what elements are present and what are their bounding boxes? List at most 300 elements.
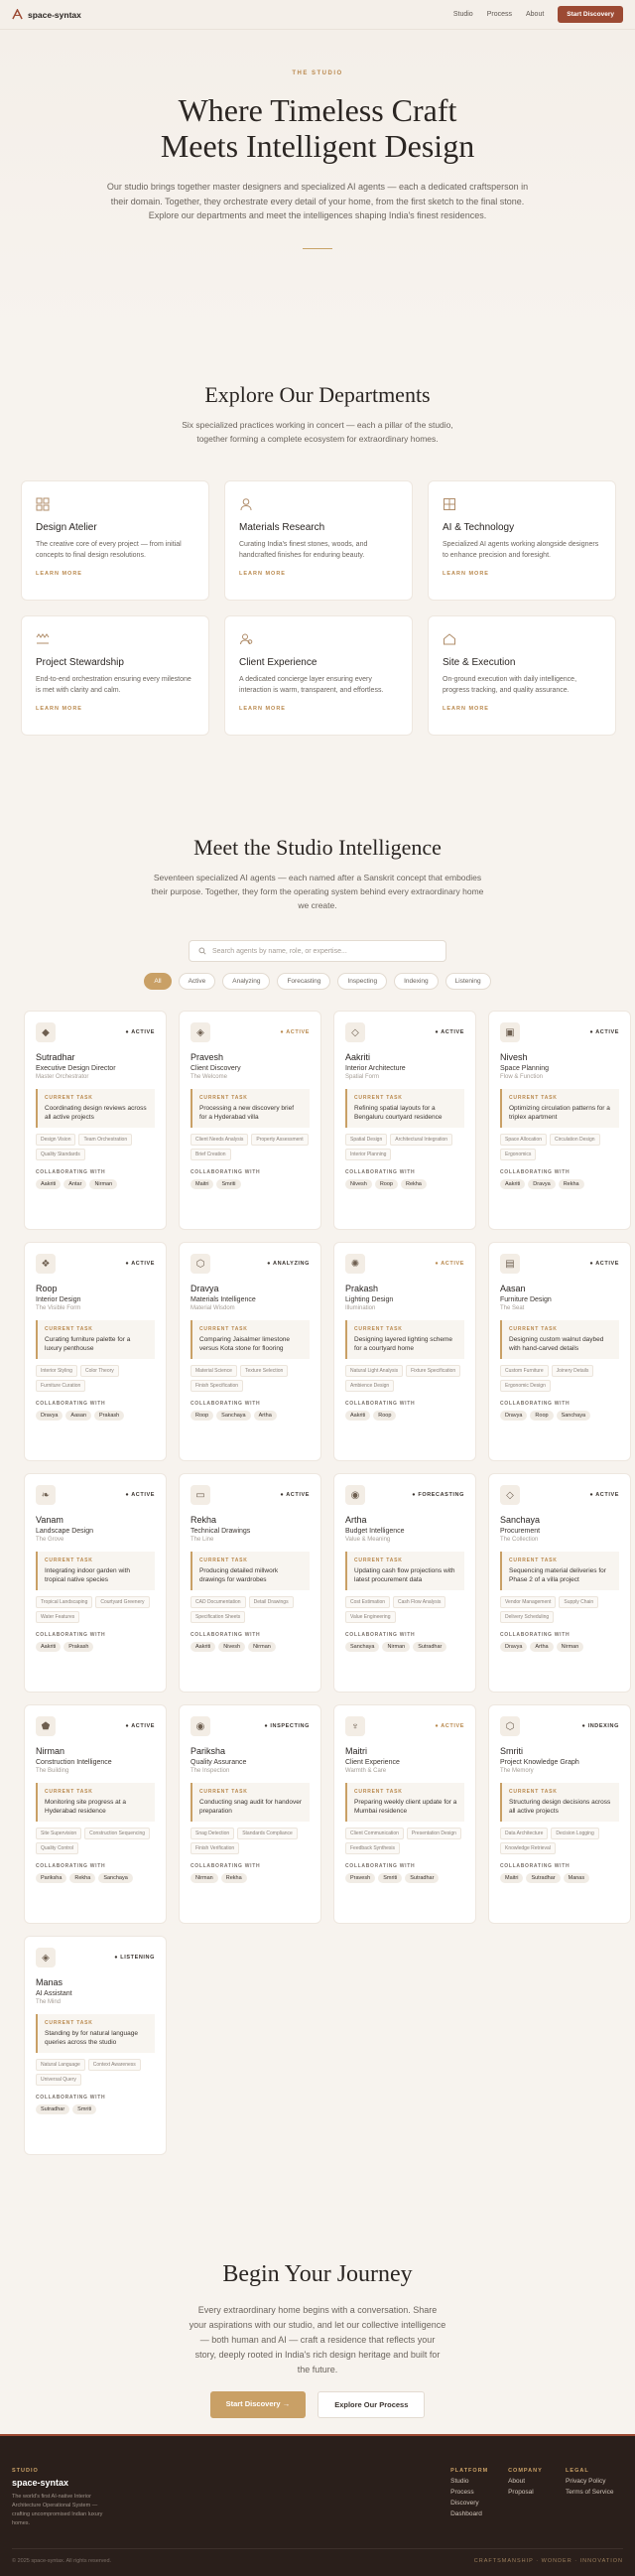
collaborator-chip[interactable]: Nivesh [218,1642,245,1652]
collaborator-chip[interactable]: Pravesh [345,1873,375,1883]
agent-tags [190,1365,310,1392]
collaborator-chip[interactable]: Nirman [89,1179,117,1189]
status-badge [114,1955,155,1961]
collaborator-chip[interactable]: Rekha [401,1179,427,1189]
collaborator-chip[interactable]: Dravya [500,1642,527,1652]
department-title: AI & Technology [443,522,515,533]
footer-col-platform [450,2468,508,2528]
collaborators [36,1873,155,1883]
collaborators [190,1411,310,1421]
collaborators [36,1411,155,1421]
agent-domain: Flow & Function [500,1074,544,1080]
learn-more-link[interactable]: LEARN MORE [443,571,489,577]
collaborator-chip[interactable]: Antar [64,1179,86,1189]
current-task-label: CURRENT TASK [354,1326,403,1332]
current-task-label: CURRENT TASK [45,1789,93,1795]
collaborator-chip[interactable]: Aakriti [500,1179,525,1189]
agent-card[interactable] [488,1473,631,1693]
intelligence-section [0,736,635,2155]
brand[interactable] [12,9,81,20]
status-badge [435,1261,464,1267]
collaborator-chip[interactable]: Aakriti [345,1411,370,1421]
agent-icon: ♆ [345,1716,365,1736]
agent-card[interactable] [24,1011,167,1230]
agent-tag: Construction Sequencing [84,1828,150,1839]
collaborator-chip[interactable]: Nirman [382,1642,410,1652]
department-card[interactable] [21,615,209,736]
current-task [190,1320,310,1359]
agent-domain: Warmth & Care [345,1768,387,1774]
current-task-label: CURRENT TASK [45,1558,93,1563]
current-task-label: CURRENT TASK [354,1558,403,1563]
collaborating-label: COLLABORATING WITH [345,1401,416,1407]
agent-tag: Design Vision [36,1134,75,1146]
current-task [36,1089,155,1128]
agent-domain: Illumination [345,1305,376,1311]
agent-tag: Client Needs Analysis [190,1134,248,1146]
status-badge [582,1723,619,1729]
filter-chip-forecasting[interactable]: Forecasting [277,973,330,990]
agent-card-header [500,1716,619,1736]
agent-name: Prakash [345,1284,379,1293]
collaborator-chip[interactable]: Aakriti [36,1179,61,1189]
intelligence-subtitle: Seventeen specialized AI agents — each named after a Sanskrit concept that embodies their purpose. Together, they form the operating system behind every extraordinary home we create. [151,873,484,910]
footer-eyebrow: STUDIO [12,2468,39,2474]
agent-role: Budget Intelligence [345,1528,405,1535]
agent-tag: Cash Flow Analysis [393,1596,445,1608]
agent-domain: The Inspection [190,1768,230,1774]
collaborator-chip[interactable]: Maitri [500,1873,523,1883]
collaborating-label: COLLABORATING WITH [500,1169,571,1175]
agent-tag: Water Features [36,1611,79,1623]
learn-more-link[interactable]: LEARN MORE [239,571,286,577]
journey-buttons [0,2391,635,2418]
agent-tag: Tropical Landscaping [36,1596,92,1608]
agent-tag: Quality Standards [36,1149,85,1160]
status-dot-icon: ● [581,1723,588,1729]
status-badge [125,1723,155,1729]
agent-card[interactable] [24,1936,167,2155]
agent-tag: Quality Control [36,1842,78,1854]
collaborator-chip[interactable]: Roop [530,1411,553,1421]
hero-eyebrow: THE STUDIO [292,70,343,76]
agent-name: Manas [36,1977,64,1987]
agent-tags [345,1828,464,1854]
current-task [345,1320,464,1359]
collaborator-chip[interactable]: Sutradhar [36,2104,69,2114]
status-badge [280,1492,310,1498]
agent-tag: Space Allocation [500,1134,547,1146]
department-description: The creative core of every project — from initial concepts to final design resolutions. [36,541,182,559]
status-badge [264,1723,310,1729]
agent-card[interactable] [333,1242,476,1461]
agent-tags [190,1828,310,1854]
collaborator-chip[interactable]: Dravya [500,1411,527,1421]
agent-role: AI Assistant [36,1990,72,1997]
department-card[interactable] [21,480,209,601]
footer-brand-block [12,2468,450,2528]
current-task-text: Curating furniture palette for a luxury penthouse [45,1336,131,1352]
current-task-label: CURRENT TASK [509,1789,558,1795]
collaborator-chip[interactable]: Aakriti [36,1642,61,1652]
collaborator-chip[interactable]: Sanchaya [216,1411,250,1421]
agent-name: Pravesh [190,1052,224,1062]
agent-icon: ✺ [345,1254,365,1274]
agent-domain: The Memory [500,1768,534,1774]
learn-more-link[interactable]: LEARN MORE [443,706,489,712]
filter-chip-inspecting[interactable]: Inspecting [337,973,387,990]
status-badge [125,1029,155,1035]
footer-brand: space-syntax [12,2478,69,2488]
status-dot-icon: ● [589,1492,596,1498]
hero-divider [303,248,332,250]
agent-icon: ◈ [36,1948,56,1967]
start-discovery-button[interactable]: Start Discovery [558,6,623,23]
collaborator-chip[interactable]: Sanchaya [345,1642,379,1652]
agent-icon: ▤ [500,1254,520,1274]
footer-col-heading: PLATFORM [450,2468,489,2474]
current-task-text: Updating cash flow projections with latest procurement data [354,1567,455,1583]
current-task-label: CURRENT TASK [354,1789,403,1795]
collaborator-chip[interactable]: Artha [254,1411,277,1421]
collaborator-chip[interactable]: Dravya [528,1179,555,1189]
department-title: Client Experience [239,657,318,668]
agent-tag: Furniture Curation [36,1380,85,1392]
filter-chip-active[interactable]: Active [179,973,216,990]
collaborator-chip[interactable]: Sutradhar [526,1873,560,1883]
status-badge [280,1029,310,1035]
agent-card-header [36,1948,155,1967]
agent-card[interactable] [179,1011,321,1230]
nav-link-studio[interactable]: Studio [452,11,473,18]
filter-chip-indexing[interactable]: Indexing [394,973,439,990]
agent-role: Materials Intelligence [190,1296,256,1303]
collaborating-label: COLLABORATING WITH [500,1401,571,1407]
agent-tag: Feedback Synthesis [345,1842,400,1854]
agent-name: Dravya [190,1284,219,1293]
start-discovery-primary-button[interactable] [210,2391,307,2418]
agent-tag: Universal Query [36,2074,81,2086]
filter-chip-all[interactable]: All [144,973,171,990]
collaborators [36,2104,155,2114]
current-task-label: CURRENT TASK [509,1326,558,1332]
collaborating-label: COLLABORATING WITH [345,1169,416,1175]
agent-tag: CAD Documentation [190,1596,246,1608]
explore-process-button[interactable]: Explore Our Process [318,2391,425,2418]
department-description: Curating India's finest stones, woods, and handcrafted finishes for enduring beauty. [239,541,368,559]
agent-tag: Property Assessment [251,1134,308,1146]
departments-title: Explore Our Departments [204,382,431,407]
journey-title: Begin Your Journey [222,2261,413,2287]
agent-name: Pariksha [190,1746,226,1756]
agent-card-header [345,1485,464,1505]
agent-tag: Courtyard Greenery [95,1596,149,1608]
agent-card[interactable] [179,1473,321,1693]
department-title: Materials Research [239,522,325,533]
agent-tag: Natural Light Analysis [345,1365,403,1377]
agent-tag: Ambience Design [345,1380,394,1392]
agent-card[interactable] [488,1011,631,1230]
agent-name: Maitri [345,1746,367,1756]
agent-card-header [36,1022,155,1042]
agent-tags [36,1134,155,1160]
collaborator-chip[interactable]: Nirman [557,1642,584,1652]
current-task-label: CURRENT TASK [199,1326,248,1332]
agent-tag: Finish Specification [190,1380,243,1392]
current-task [345,1783,464,1822]
status-dot-icon: ● [412,1492,419,1498]
agent-name: Smriti [500,1746,523,1756]
hero-body: Our studio brings together master designers and specialized AI agents — each a dedicated craftsperson in their domain. Together, they orchestrate every detail of your home, from the first sketch to the final stone. Explore our departments and meet the intelligences shaping India's finest residences. [106,182,529,220]
collaborator-chip[interactable]: Maitri [190,1179,213,1189]
department-card[interactable] [428,615,616,736]
agent-card[interactable] [179,1704,321,1924]
agent-search-input[interactable] [189,940,446,962]
footer-link-privacy[interactable]: Privacy Policy [566,2478,606,2485]
collaborator-chip[interactable]: Manas [564,1873,590,1883]
collaborator-chip[interactable]: Sanchaya [98,1873,132,1883]
agent-icon: ◉ [345,1485,365,1505]
current-task [190,1552,310,1590]
agent-card-header [345,1022,464,1042]
collaborator-chip[interactable]: Smriti [378,1873,402,1883]
agent-card[interactable] [333,1473,476,1693]
chip-icon [443,497,456,511]
footer-link-about[interactable]: About [508,2478,526,2485]
agent-icon: ▣ [500,1022,520,1042]
collaborator-chip[interactable]: Nirman [248,1642,276,1652]
journey-body: Every extraordinary home begins with a conversation. Share your aspirations with our studio, and let our collective intelligence — both human and AI — craft a residence that reflects your story, deeply rooted in India's rich design heritage and built for the future. [189,2305,446,2374]
collaborator-chip[interactable]: Aakriti [190,1642,215,1652]
filter-chip-analyzing[interactable]: Analyzing [222,973,270,990]
agent-card[interactable] [333,1011,476,1230]
department-description: A dedicated concierge layer ensuring every interaction is warm, transparent, and effortless. [239,676,384,694]
current-task-text: Monitoring site progress at a Hyderabad residence [45,1799,127,1815]
arrow-right-icon: → [282,2399,291,2408]
collaborators [36,1642,155,1652]
agent-card-header [190,1254,310,1274]
footer-col-company [508,2468,566,2528]
hero-title-line-2: Meets Intelligent Design [160,128,475,164]
agent-card[interactable] [488,1242,631,1461]
hero-section [0,30,635,338]
status-dot-icon: ● [280,1492,287,1498]
status-dot-icon: ● [125,1492,132,1498]
collaborating-label: COLLABORATING WITH [500,1632,571,1638]
agent-card-header [500,1254,619,1274]
current-task-text: Preparing weekly client update for a Mumbai residence [354,1799,457,1815]
agent-icon: ◇ [500,1485,520,1505]
user-icon [239,497,253,511]
collaborator-chip[interactable]: Rekha [559,1179,584,1189]
learn-more-link[interactable]: LEARN MORE [36,706,82,712]
agent-tag: Detail Drawings [249,1596,294,1608]
collaborator-chip[interactable]: Sutradhar [405,1873,439,1883]
collaborator-chip[interactable]: Smriti [216,1179,240,1189]
current-task [500,1089,619,1128]
current-task [345,1552,464,1590]
agent-tag: Interior Planning [345,1149,391,1160]
footer-link-proposal[interactable]: Proposal [508,2489,534,2496]
department-description: Specialized AI agents working alongside designers to enhance precision and foresight. [443,541,599,559]
agent-icon: ⬟ [36,1716,56,1736]
status-dot-icon: ● [589,1261,596,1267]
collaborating-label: COLLABORATING WITH [345,1863,416,1869]
status-badge [589,1492,619,1498]
agent-tag: Circulation Design [550,1134,600,1146]
status-label: INSPECTING [270,1723,310,1729]
footer-link-studio[interactable]: Studio [450,2478,469,2485]
collaborator-chip[interactable]: Prakash [94,1411,124,1421]
agent-name: Aasan [500,1284,526,1293]
nav-link-process[interactable]: Process [486,11,512,18]
agent-role: Procurement [500,1528,541,1535]
department-card[interactable] [224,615,413,736]
current-task-label: CURRENT TASK [354,1095,403,1101]
agent-card[interactable] [333,1704,476,1924]
hero-title-line-1: Where Timeless Craft [178,92,457,128]
collaborating-label: COLLABORATING WITH [36,1632,106,1638]
agent-card[interactable] [488,1704,631,1924]
departments-subtitle: Six specialized practices working in concert — each a pillar of the studio, together forming a complete ecosystem for extraordinary homes. [182,420,453,444]
status-label: ACTIVE [286,1029,310,1035]
footer-values: CRAFTSMANSHIP · WONDER · INNOVATION [473,2558,623,2564]
status-label: ACTIVE [595,1261,619,1267]
agent-tag: Data Architecture [500,1828,548,1839]
department-description: On-ground execution with daily intelligence, progress tracking, and quality assurance. [443,676,577,694]
brand-name: space-syntax [28,9,81,20]
collaborators [345,1179,464,1189]
agent-role: Landscape Design [36,1528,93,1535]
agent-card-header [36,1254,155,1274]
collaborator-chip[interactable]: Roop [190,1411,213,1421]
footer-col-heading: COMPANY [508,2468,543,2474]
collaborator-chip[interactable]: Roop [375,1179,398,1189]
collaborator-chip[interactable]: Rekha [69,1873,95,1883]
collaborator-chip[interactable]: Aasan [65,1411,91,1421]
agent-card[interactable] [24,1704,167,1924]
collaborator-chip[interactable]: Nirman [190,1873,218,1883]
current-task-text: Integrating indoor garden with tropical native species [45,1567,131,1583]
agent-icon: ❖ [36,1254,56,1274]
current-task [190,1783,310,1822]
status-dot-icon: ● [280,1029,287,1035]
agent-domain: Spatial Form [345,1074,380,1080]
agent-domain: Master Orchestrator [36,1074,89,1080]
agent-card-header [500,1022,619,1042]
footer-link-process[interactable]: Process [450,2489,474,2496]
agent-tags [345,1365,464,1392]
current-task-text: Designing custom walnut daybed with hand-carved details [509,1336,604,1352]
status-label: FORECASTING [418,1492,464,1498]
current-task [500,1552,619,1590]
current-task-text: Sequencing material deliveries for Phase 2 of a villa project [509,1567,606,1583]
grid-icon [36,497,50,511]
footer-col-legal [566,2468,623,2528]
agent-role: Executive Design Director [36,1065,116,1072]
collaborator-chip[interactable]: Rekha [221,1873,247,1883]
collaborator-chip[interactable]: Smriti [72,2104,96,2114]
agent-role: Quality Assurance [190,1759,247,1766]
agent-tags [500,1596,619,1623]
collaborators [36,1179,155,1189]
current-task [36,1552,155,1590]
footer-link-discovery[interactable]: Discovery [450,2500,479,2507]
collaborating-label: COLLABORATING WITH [36,1863,106,1869]
status-dot-icon: ● [267,1261,274,1267]
agent-tag: Specification Sheets [190,1611,245,1623]
agent-tag: Delivery Scheduling [500,1611,554,1623]
agent-card[interactable] [24,1242,167,1461]
agent-tag: Fixture Specification [406,1365,460,1377]
agent-name: Artha [345,1515,367,1525]
collaborator-chip[interactable]: Nivesh [345,1179,372,1189]
learn-more-link[interactable]: LEARN MORE [239,706,286,712]
status-badge [125,1492,155,1498]
agent-tag: Supply Chain [559,1596,598,1608]
current-task-text: Processing a new discovery brief for a Hyderabad villa [199,1105,295,1121]
current-task [345,1089,464,1128]
hero-title [0,92,635,164]
current-task [500,1320,619,1359]
collaborator-chip[interactable]: Artha [530,1642,553,1652]
collaborator-chip[interactable]: Prakash [64,1642,93,1652]
agent-card-header [190,1485,310,1505]
agent-card[interactable] [179,1242,321,1461]
collaborators [500,1411,619,1421]
agent-domain: The Visible Form [36,1305,81,1311]
collaborating-label: COLLABORATING WITH [190,1632,261,1638]
department-card[interactable] [224,480,413,601]
nav-link-about[interactable]: About [526,11,545,18]
agent-tag: Snag Detection [190,1828,234,1839]
agent-domain: The Mind [36,1999,62,2005]
collaborating-label: COLLABORATING WITH [190,1863,261,1869]
search-placeholder: Search agents by name, role, or expertise... [212,947,347,955]
agent-domain: The Grove [36,1537,64,1543]
agents-grid [24,1011,635,2155]
agent-card-header [190,1022,310,1042]
agent-card[interactable] [24,1473,167,1693]
filter-chip-listening[interactable]: Listening [445,973,491,990]
status-label: ACTIVE [441,1261,464,1267]
learn-more-link[interactable]: LEARN MORE [36,571,82,577]
agent-tags [190,1134,310,1160]
collaborator-chip[interactable]: Pariksha [36,1873,66,1883]
department-card[interactable] [428,480,616,601]
footer [0,2434,635,2576]
agent-tags [36,1596,155,1623]
current-task-text: Comparing Jaisalmer limestone versus Kota stone for flooring [199,1336,291,1352]
collaborator-chip[interactable]: Dravya [36,1411,63,1421]
collaborators [190,1179,310,1189]
agent-icon: ◉ [190,1716,210,1736]
collaborating-label: COLLABORATING WITH [345,1632,416,1638]
agent-tag: Context Awareness [88,2059,141,2071]
status-badge [125,1261,155,1267]
collaborator-chip[interactable]: Sanchaya [557,1411,590,1421]
agent-tag: Ergonomics [500,1149,536,1160]
agent-card-header [345,1716,464,1736]
footer-link-dashboard[interactable]: Dashboard [450,2510,482,2517]
footer-link-terms[interactable]: Terms of Service [566,2489,614,2496]
current-task-text: Refining spatial layouts for a Bengaluru courtyard residence [354,1105,443,1121]
agent-name: Aakriti [345,1052,371,1062]
collaborator-chip[interactable]: Sutradhar [413,1642,446,1652]
agent-icon: ◈ [190,1022,210,1042]
collaborator-chip[interactable]: Roop [373,1411,396,1421]
agent-card-header [500,1485,619,1505]
